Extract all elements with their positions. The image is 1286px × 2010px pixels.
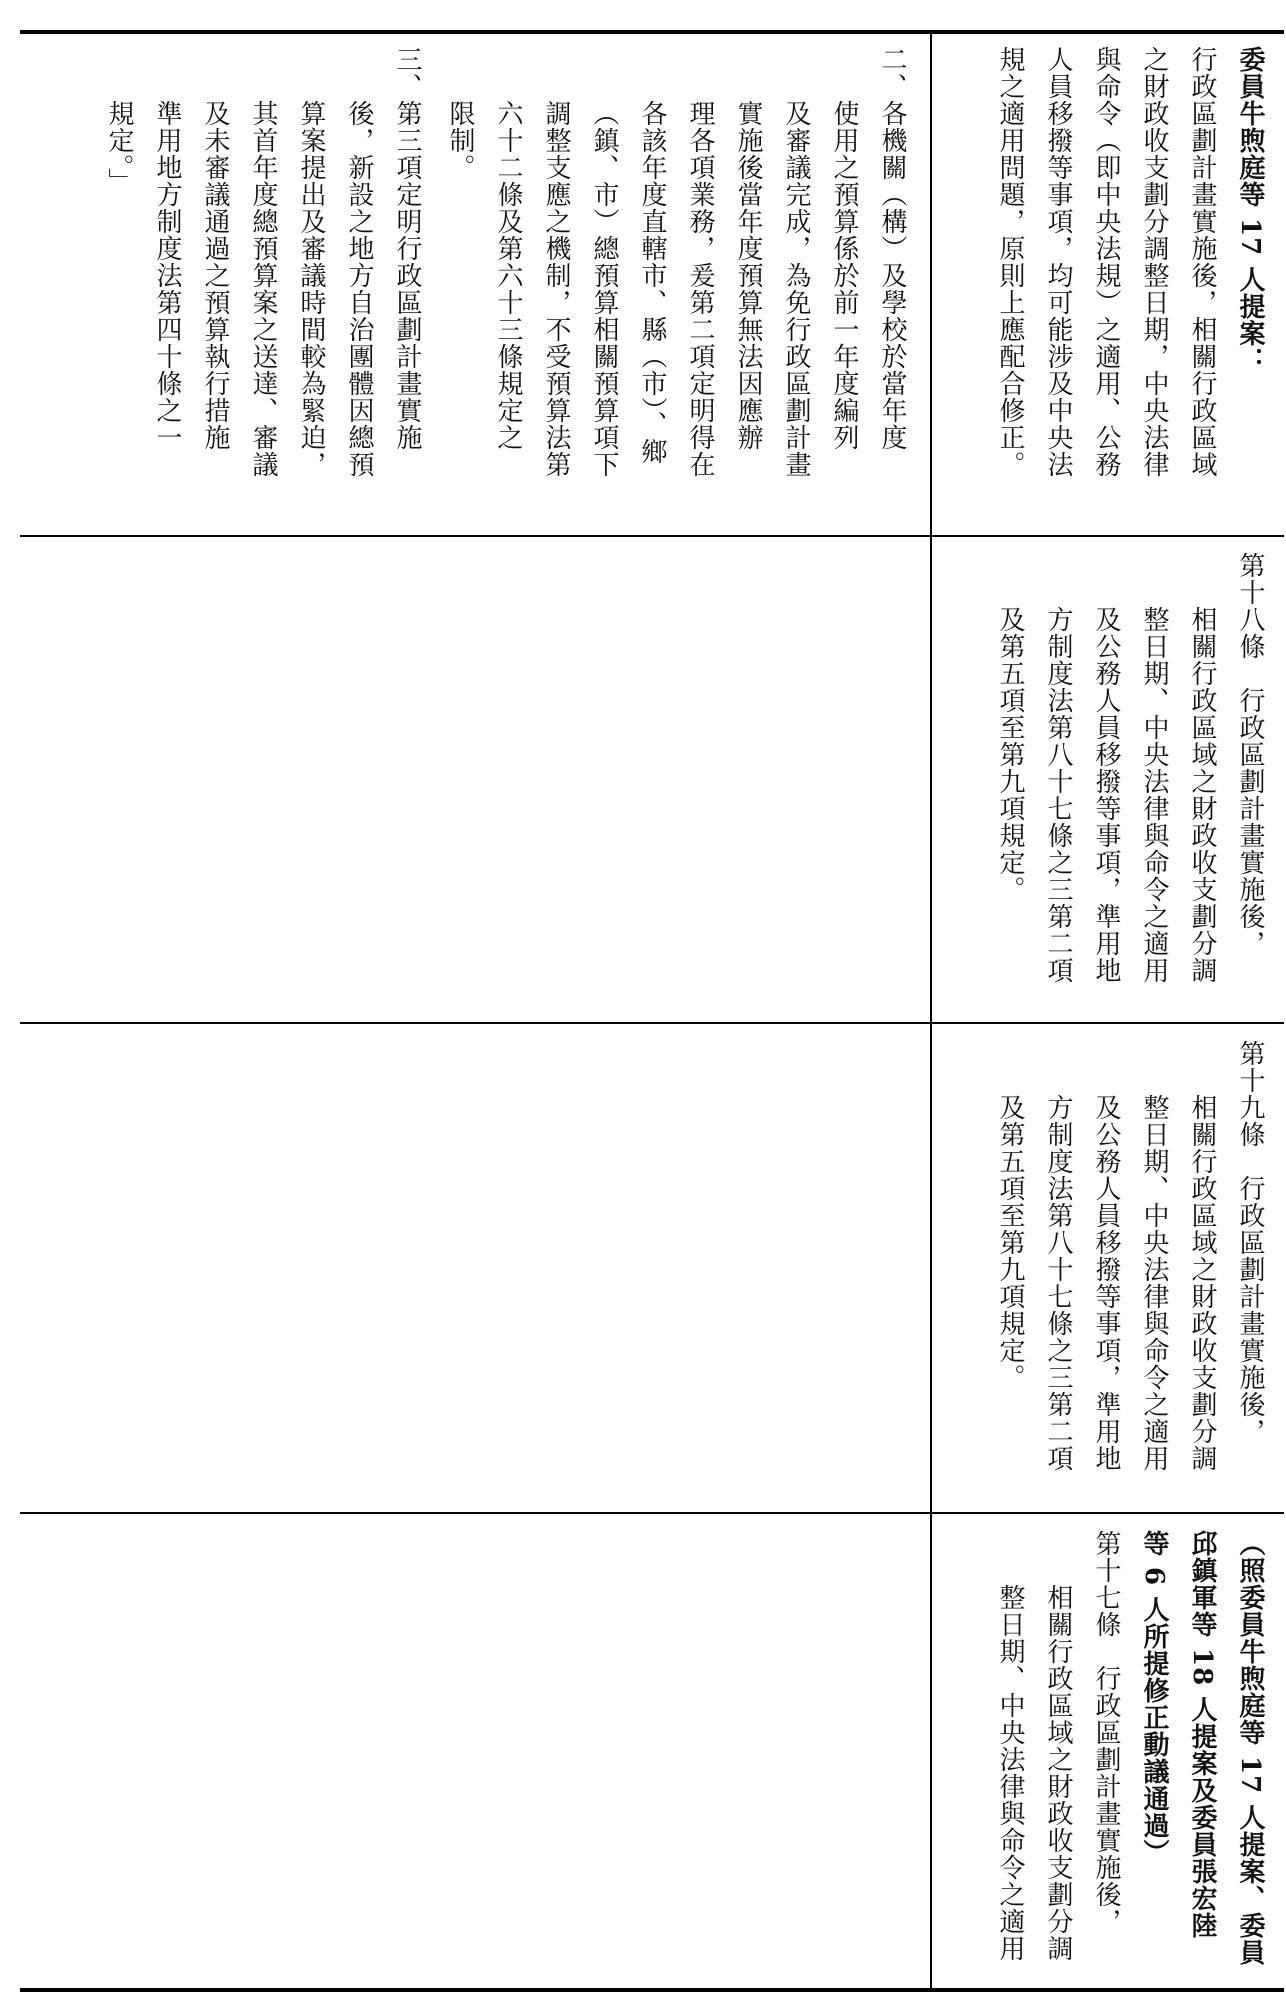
table-top-rule — [20, 30, 1284, 34]
item-2-line: 調整支應之機制，不受預算法第 — [541, 100, 571, 478]
passage-note-line: 等 6 人所提修正動議通過） — [1139, 1530, 1169, 1867]
item-2-line: 理各項業務，爰第二項定明得在 — [685, 100, 715, 478]
proposal-line: 人員移撥等事項，均可能涉及中央法 — [1043, 46, 1073, 478]
article-19-line: 方制度法第八十七條之三第二項 — [1043, 1094, 1073, 1472]
right-top-cell — [944, 46, 1274, 526]
item-3-line: 後，新設之地方自治團體因總預 — [344, 100, 374, 478]
article-18-line: 方制度法第八十七條之三第二項 — [1043, 606, 1073, 984]
article-17-cell — [944, 1530, 1274, 1980]
proposal-line: 與命令（即中央法規）之適用、公務 — [1091, 46, 1121, 478]
article-19-cell — [944, 1040, 1274, 1500]
item-3-line: 規定。」 — [104, 100, 134, 195]
item-3-first-line: 三、第三項定明行政區劃計畫實施 — [392, 46, 422, 451]
item-2-line: 及審議完成，為免行政區劃計畫 — [781, 100, 811, 478]
article-18-line: 整日期、中央法律與命令之適用 — [1139, 606, 1169, 984]
article-18-line: 相關行政區域之財政收支劃分調 — [1187, 606, 1217, 984]
article-19-line: 及第五項至第九項規定。 — [995, 1094, 1025, 1391]
table-bottom-rule — [20, 1988, 1284, 1992]
item-2-line: 六十二條及第六十三條規定之 — [493, 100, 523, 451]
proposal-heading: 委員牛煦庭等 17 人提案： — [1235, 46, 1265, 375]
left-top-cell — [396, 46, 916, 526]
row-divider-1 — [20, 535, 1284, 537]
article-17-line: 整日期、中央法律與命令之適用 — [995, 1584, 1025, 1962]
item-2-line: 各該年度直轄市、縣（市）、鄉 — [637, 100, 667, 465]
row-divider-3 — [20, 1512, 1284, 1514]
item-2-line: 使用之預算係於前一年度編列 — [829, 100, 859, 451]
article-17-line: 相關行政區域之財政收支劃分調 — [1043, 1584, 1073, 1962]
proposal-line: 規之適用問題，原則上應配合修正。 — [995, 46, 1025, 478]
item-3-line: 算案提出及審議時間較為緊迫， — [296, 100, 326, 478]
article-19-line: 整日期、中央法律與命令之適用 — [1139, 1094, 1169, 1472]
passage-note-line: 邱鎮軍等 18 人提案及委員張宏陸 — [1187, 1530, 1217, 1940]
item-3-line: 及未審議通過之預算執行措施 — [200, 100, 230, 451]
article-18-line: 及第五項至第九項規定。 — [995, 606, 1025, 903]
article-19-first-line: 第十九條 行政區劃計畫實施後， — [1235, 1040, 1265, 1445]
article-19-line: 及公務人員移撥等事項，準用地 — [1091, 1094, 1121, 1472]
row-divider-2 — [20, 1022, 1284, 1024]
article-18-cell — [944, 552, 1274, 1012]
item-2-first-line: 二、各機關（構）及學校於當年度 — [877, 46, 907, 451]
article-19-line: 相關行政區域之財政收支劃分調 — [1187, 1094, 1217, 1472]
column-divider — [930, 30, 932, 1992]
item-2-line: 限制。 — [445, 100, 475, 181]
article-17-first-line: 第十七條 行政區劃計畫實施後， — [1091, 1530, 1121, 1935]
item-3-line: 準用地方制度法第四十條之一 — [152, 100, 182, 451]
proposal-line: 行政區劃計畫實施後，相關行政區域 — [1187, 46, 1217, 478]
article-18-line: 及公務人員移撥等事項，準用地 — [1091, 606, 1121, 984]
article-18-first-line: 第十八條 行政區劃計畫實施後， — [1235, 552, 1265, 957]
item-2-line: （鎮、市）總預算相關預算項下 — [589, 100, 619, 478]
passage-note-line: （照委員牛煦庭等 17 人提案、委員 — [1235, 1530, 1265, 1967]
item-2-line: 實施後當年度預算無法因應辦 — [733, 100, 763, 451]
proposal-line: 之財政收支劃分調整日期，中央法律 — [1139, 46, 1169, 478]
item-3-line: 其首年度總預算案之送達、審議 — [248, 100, 278, 478]
left-top-cell-item-3 — [101, 46, 431, 526]
